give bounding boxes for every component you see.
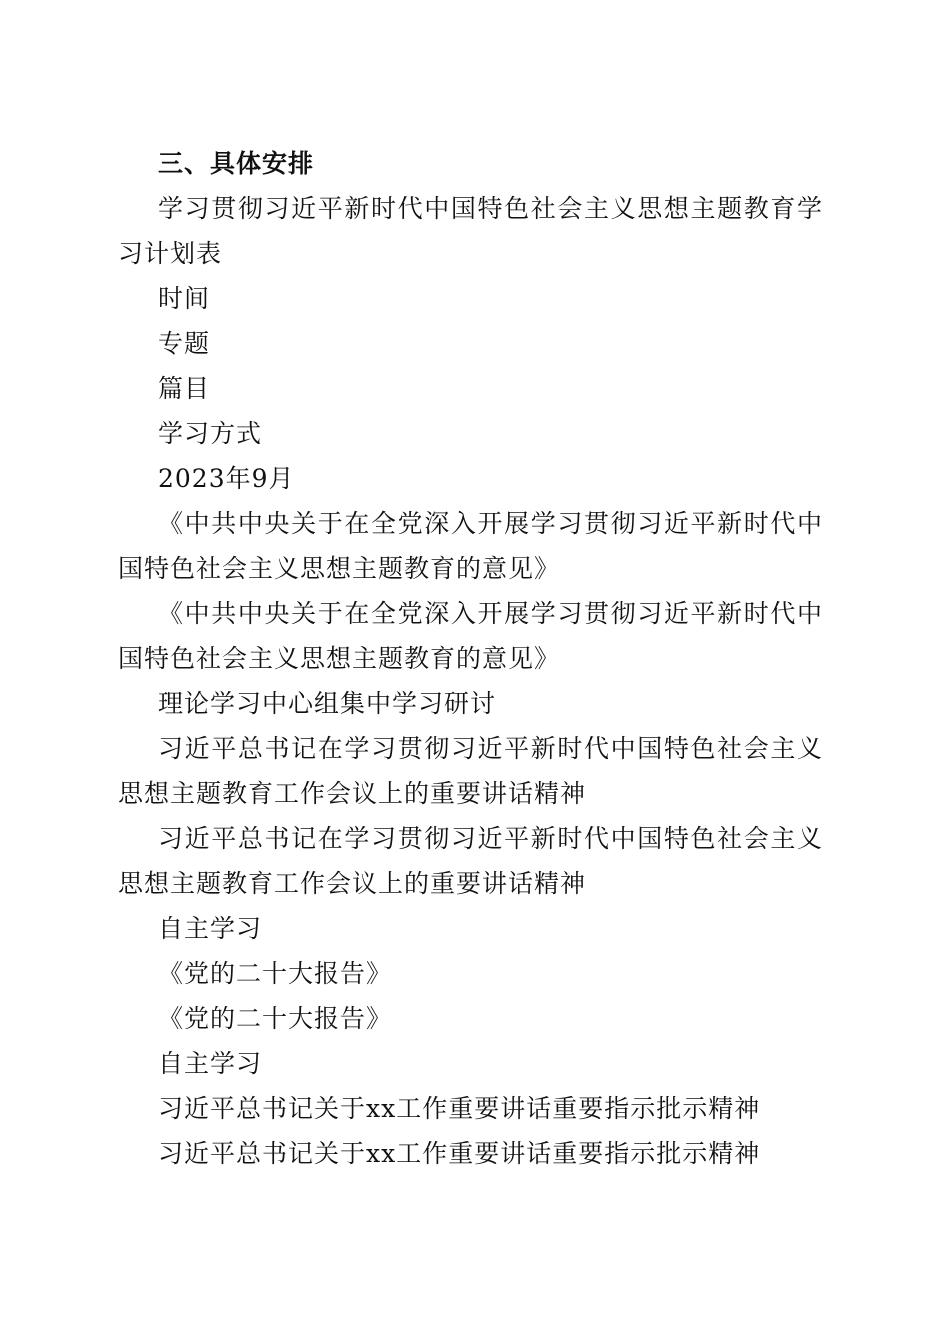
plan-table-title: 学习贯彻习近平新时代中国特色社会主义思想主题教育学习计划表 [118,194,823,268]
chapter-item: 习近平总书记在学习贯彻习近平新时代中国特色社会主义思想主题教育工作会议上的重要讲话精神 [118,824,823,898]
topic-item: 习近平总书记关于xx工作重要讲话重要指示批示精神 [158,1094,761,1123]
chapter-item: 《中共中央关于在全党深入开展学习贯彻习近平新时代中国特色社会主义思想主题教育的意见》 [118,599,823,673]
study-method-item: 理论学习中心组集中学习研讨 [158,689,497,718]
schedule-date: 2023年9月 [158,464,295,493]
column-header-study-method: 学习方式 [158,419,263,448]
chapter-item: 《党的二十大报告》 [158,1004,393,1033]
document-body [118,141,823,1176]
study-method-item: 自主学习 [158,1049,263,1078]
topic-item: 《中共中央关于在全党深入开展学习贯彻习近平新时代中国特色社会主义思想主题教育的意见》 [118,509,823,583]
chapter-item: 习近平总书记关于xx工作重要讲话重要指示批示精神 [158,1139,761,1168]
section-heading: 三、具体安排 [158,149,315,178]
topic-item: 习近平总书记在学习贯彻习近平新时代中国特色社会主义思想主题教育工作会议上的重要讲话精神 [118,734,823,808]
column-header-chapters: 篇目 [158,374,211,403]
column-header-time: 时间 [158,284,211,313]
topic-item: 《党的二十大报告》 [158,959,393,988]
study-method-item: 自主学习 [158,914,263,943]
column-header-topic: 专题 [158,329,211,358]
